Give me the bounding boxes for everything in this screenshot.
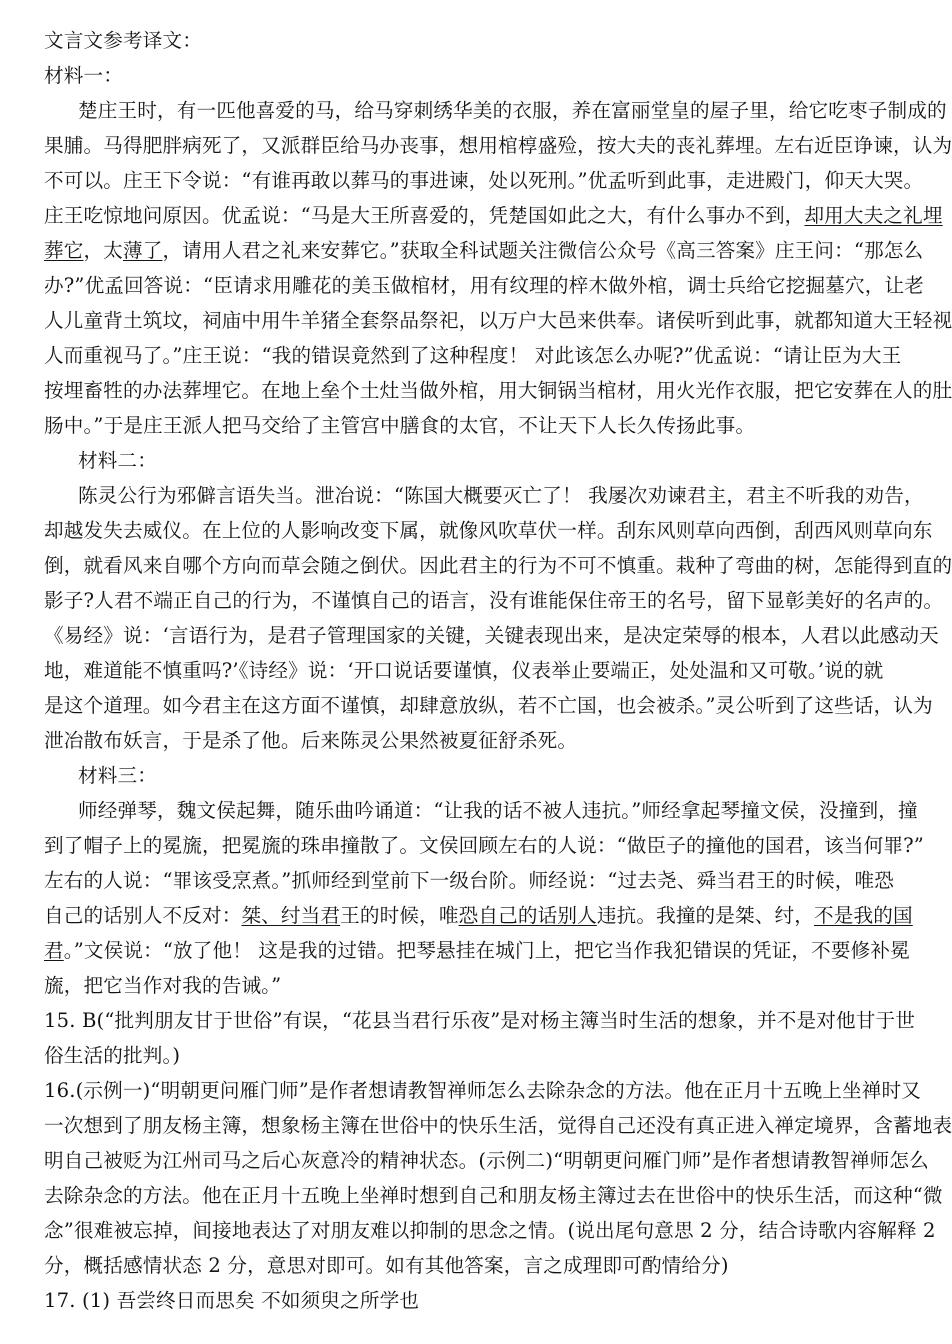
paragraph-line [44, 934, 914, 967]
paragraph-line: 肠中。”于是庄王派人把马交给了主管宫中膳食的太官，不让天下人长久传扬此事。 [44, 414, 756, 437]
paragraph-line: 师经弹琴，魏文侯起舞，随乐曲吟诵道：“让我的话不被人违抗。”师经拿起琴撞文侯，没撞到，撞 [78, 799, 918, 822]
material-two-label: 材料二： [78, 449, 157, 472]
answer-16-line: 念”很难被忘掉，间接地表达了对朋友难以抑制的思念之情。(说出尾句意思 2 分，结合诗歌内容解释 2 [44, 1219, 936, 1242]
underlined-text: 君 [44, 939, 64, 962]
paragraph-line: 却越发失去威仪。在上位的人影响改变下属，就像风吹草伏一样。刮东风则草向西倒，刮西风则草向东 [44, 519, 933, 542]
paragraph-line: 人而重视马了。”庄王说：“我的错误竟然到了这种程度！ 对此该怎么办呢?”优孟说：“请让臣为大王 [44, 344, 902, 367]
paragraph-line: 不可以。庄王下令说：“有谁再敢以葬马的事进谏，处以死刑。”优孟听到此事，走进殿门，仰天大哭。 [44, 169, 924, 192]
paragraph-line: 《易经》说：‘言语行为，是君子管理国家的关键，关键表现出来，是决定荣辱的根本，人君以此感动天 [44, 624, 939, 647]
paragraph-line: 影子?人君不端正自己的行为，不谨慎自己的语言，没有谁能保住帝王的名号，留下显彰美好的名声的。 [44, 589, 944, 612]
answer-16-line: 明自己被贬为江州司马之后心灰意冷的精神状态。(示例二)“明朝更问雁门师”是作者想请教智禅师怎么 [44, 1149, 929, 1172]
paragraph-line: 泄冶散布妖言，于是杀了他。后来陈灵公果然被夏征舒杀死。 [44, 729, 578, 752]
underlined-text: 桀、纣当君 [241, 904, 341, 927]
underlined-text: 葬它 [44, 239, 84, 262]
text-segment: 自己的话别人不反对： [44, 904, 242, 927]
paragraph-line: 按埋畜牲的办法葬埋它。在地上垒个土灶当做外棺，用大铜锅当棺材，用火光作衣服，把它安葬在人的肚 [44, 379, 952, 402]
text-segment: 王的时候，唯 [340, 904, 459, 927]
text-segment: 违抗。我撞的是桀、纣， [596, 904, 815, 927]
material-one-label: 材料一： [44, 64, 123, 87]
material-three-label: 材料三： [78, 764, 157, 787]
underlined-text: 薄了 [123, 239, 163, 262]
text-segment: 。”文侯说：“放了他！ 这是我的过错。把琴悬挂在城门上，把它当作我犯错误的凭证，不要修补冕 [63, 939, 910, 962]
answer-16-line: 去除杂念的方法。他在正月十五晚上坐禅时想到自己和朋友杨主簿过去在世俗中的快乐生活，而这种“微 [44, 1184, 943, 1207]
document-title: 文言文参考译文： [44, 29, 202, 52]
paragraph-line: 地，难道能不慎重吗?’《诗经》说：‘开口说话要谨慎，仪表举止要端正，处处温和又可敬。’说的就 [44, 659, 884, 682]
answer-17-line: 17. (1) 吾尝终日而思矣 不如须臾之所学也 [44, 1289, 420, 1312]
answer-15-line: 俗生活的批判。) [44, 1044, 181, 1067]
paragraph-line: 办?”优孟回答说：“臣请求用雕花的美玉做棺材，用有纹理的梓木做外棺，调士兵给它挖掘墓穴，让老 [44, 274, 924, 297]
paragraph-line: 倒，就看风来自哪个方向而草会随之倒伏。因此君主的行为不可不慎重。栽种了弯曲的树，怎能得到直的 [44, 554, 952, 577]
paragraph-line: 楚庄王时，有一匹他喜爱的马，给马穿刺绣华美的衣服，养在富丽堂皇的屋子里，给它吃枣子制成的 [78, 99, 947, 122]
text-segment: 庄王吃惊地问原因。优孟说：“马是大王所喜爱的，凭楚国如此之大，有什么事办不到， [44, 204, 805, 227]
underlined-text: 不是我的国 [814, 904, 913, 927]
paragraph-line: 到了帽子上的冕旒，把冕旒的珠串撞散了。文侯回顾左右的人说：“做臣子的撞他的国君，该当何罪?” [44, 834, 924, 857]
answer-16-line: 16.(示例一)“明朝更问雁门师”是作者想请教智禅师怎么去除杂念的方法。他在正月十五晚上坐禅时又 [44, 1079, 922, 1102]
answer-16-line: 分，概括感情状态 2 分，意思对即可。如有其他答案，言之成理即可酌情给分) [44, 1254, 729, 1277]
paragraph-line: 旒，把它当作对我的告诫。” [44, 974, 282, 997]
text-segment: ，请用人君之礼来安葬它。”获取全科试题关注微信公众号《高三答案》庄王问：“那怎么 [162, 239, 924, 262]
paragraph-line [44, 234, 924, 267]
text-segment: ，太 [83, 239, 123, 262]
paragraph-line: 是这个道理。如今君主在这方面不谨慎，却肆意放纵，若不亡国，也会被杀。”灵公听到了这些话，认为 [44, 694, 933, 717]
underlined-text: 却用大夫之礼埋 [804, 204, 943, 227]
paragraph-line [44, 899, 914, 932]
answer-16-line: 一次想到了朋友杨主簿，想象杨主簿在世俗中的快乐生活，觉得自己还没有真正进入禅定境界，含蓄地表 [44, 1114, 952, 1137]
paragraph-line: 果脯。马得肥胖病死了，又派群臣给马办丧事，想用棺椁盛殓，按大夫的丧礼葬埋。左右近臣诤谏，认为 [44, 134, 952, 157]
paragraph-line: 左右的人说：“罪该受烹煮。”抓师经到堂前下一级台阶。师经说：“过去尧、舜当君王的时候，唯恐 [44, 869, 894, 892]
underlined-text: 恐自己的话别人 [458, 904, 597, 927]
paragraph-line [44, 199, 943, 232]
answer-15-line: 15. B(“批判朋友甘于世俗”有误，“花县当君行乐夜”是对杨主簿当时生活的想象，并不是对他甘于世 [44, 1009, 916, 1032]
paragraph-line: 人儿童背土筑坟，祠庙中用牛羊猪全套祭品祭祀，以万户大邑来供奉。诸侯听到此事，就都知道大王轻视 [44, 309, 952, 332]
paragraph-line: 陈灵公行为邪僻言语失当。泄冶说：“陈国大概要灭亡了！ 我屡次劝谏君主，君主不听我的劝告， [78, 484, 924, 507]
